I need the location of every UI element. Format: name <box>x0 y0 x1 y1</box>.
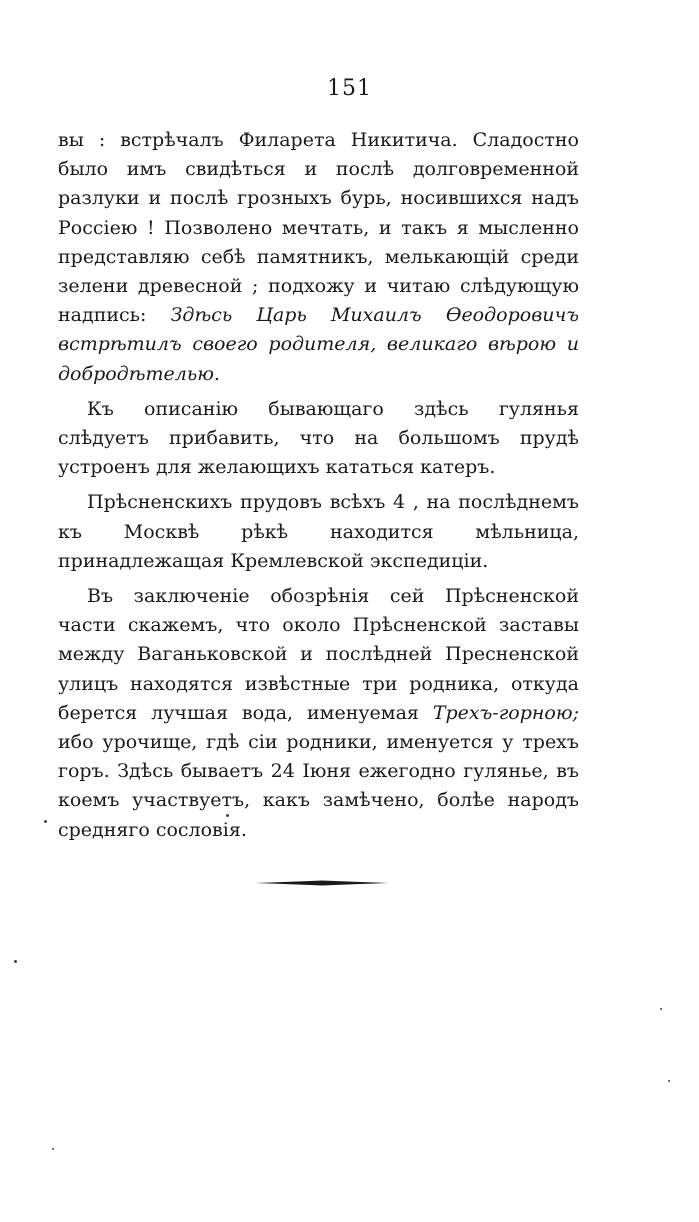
paragraph-3-text: Прѣсненскихъ прудовъ всѣхъ 4 , на послѣднемъ къ Москвѣ рѣкѣ находится мѣльница, принадлежащая Кремлевской экспедиціи. <box>58 491 579 572</box>
ornament-divider-icon <box>255 879 389 887</box>
paragraph-4-text-after: ибо урочище, гдѣ сіи родники, именуется у трехъ горъ. Здѣсь бываетъ 24 Іюня ежегодно гулянье, въ коемъ участвуетъ, какъ замѣчено, болѣе народъ средняго сословія. <box>58 731 579 841</box>
body-text <box>58 126 579 851</box>
paragraph-4 <box>58 582 579 845</box>
paragraph-1-text: вы : встрѣчалъ Филарета Никитича. Сладостно было имъ свидѣться и послѣ долговременной разлуки и послѣ грозныхъ бурь, носившихся надъ Россіею ! Позволено мечтать, и такъ я мысленно представляю себѣ памятникъ, мелькающій среди зелени древесной ; подхожу и читаю слѣдующую надпись: <box>58 129 579 327</box>
print-speck-icon <box>52 1148 54 1150</box>
print-speck-icon <box>44 820 47 823</box>
print-speck-icon <box>660 1008 662 1010</box>
paragraph-1 <box>58 126 579 389</box>
paragraph-2 <box>58 395 579 483</box>
paragraph-4-text-before: Въ заключеніе обозрѣнія сей Прѣсненской части скажемъ, что около Прѣсненской заставы между Ваганьковской и послѣдней Пресненской улицъ находятся извѣстные три родника, откуда берется лучшая вода, именуемая <box>58 585 579 724</box>
print-speck-icon <box>14 960 17 963</box>
print-speck-icon <box>226 814 229 817</box>
page-number: 151 <box>327 76 372 101</box>
paragraph-2-text: Къ описанію бывающаго здѣсь гулянья слѣдуетъ прибавить, что на большомъ прудѣ устроенъ для желающихъ кататься катеръ. <box>58 397 579 479</box>
paragraph-4-italic-name: Трехъ-горною; <box>432 701 579 724</box>
print-speck-icon <box>668 1080 670 1082</box>
paragraph-1-italic-inscription: Здѣсь Царь Михаилъ Ѳеодоровичъ встрѣтилъ своего родителя, великаго вѣрою и добродѣтелью. <box>58 304 579 385</box>
paragraph-3 <box>58 488 579 576</box>
